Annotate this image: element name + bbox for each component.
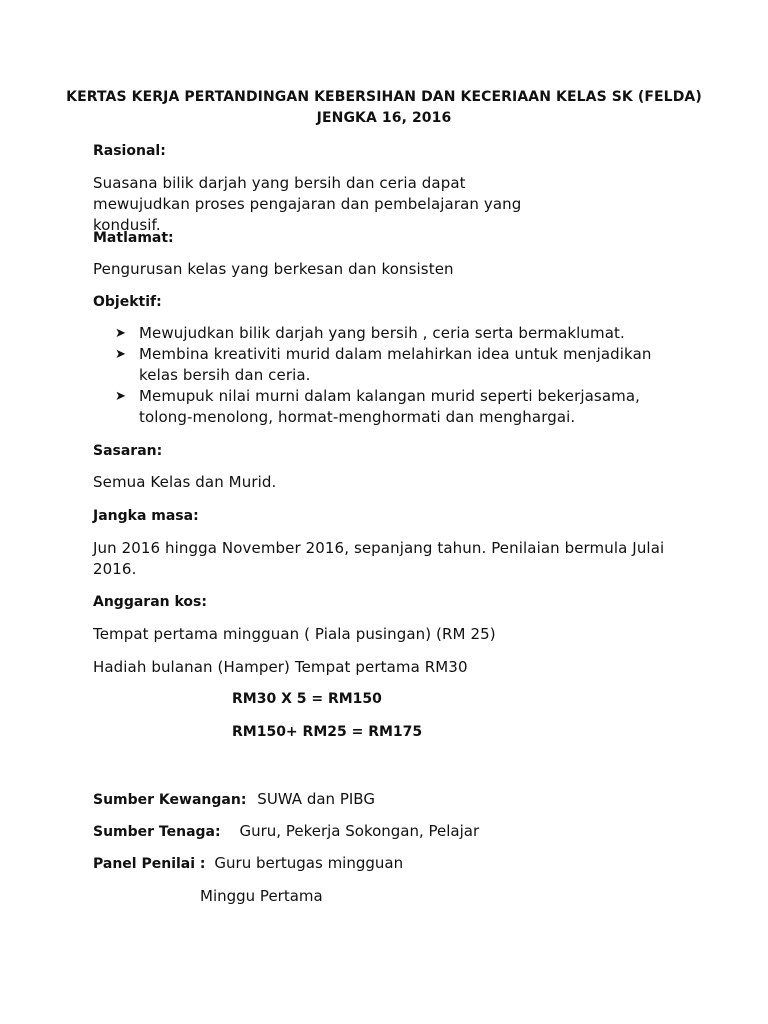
objektif-label: Objektif:	[93, 294, 162, 310]
sasaran-label: Sasaran:	[93, 443, 163, 459]
rasional-label: Rasional:	[93, 143, 166, 159]
anggaran-kos-calc2: RM150+ RM25 = RM175	[232, 724, 423, 740]
jangka-masa-label: Jangka masa:	[93, 508, 199, 524]
sumber-tenaga-label: Sumber Tenaga:	[93, 824, 221, 840]
document-title-line2: JENGKA 16, 2016	[316, 110, 452, 126]
sumber-tenaga-text: Guru, Pekerja Sokongan, Pelajar	[239, 822, 480, 840]
matlamat-text: Pengurusan kelas yang berkesan dan konsisten	[93, 260, 454, 278]
panel-penilai-label: Panel Penilai :	[93, 856, 206, 872]
arrowhead-bullet-icon: ➤	[115, 326, 126, 341]
list-item	[115, 386, 675, 428]
sumber-kewangan-row	[93, 789, 375, 810]
jangka-masa-text: Jun 2016 hingga November 2016, sepanjang tahun. Penilaian bermula Julai 2016.	[93, 539, 665, 578]
anggaran-kos-line2: Hadiah bulanan (Hamper) Tempat pertama RM30	[93, 658, 468, 676]
document-title-line1: KERTAS KERJA PERTANDINGAN KEBERSIHAN DAN KECERIAAN KELAS SK (FELDA)	[66, 89, 702, 105]
arrowhead-bullet-icon: ➤	[115, 389, 126, 404]
sumber-tenaga-row	[93, 821, 479, 842]
objektif-item-text: Membina kreativiti murid dalam melahirkan idea untuk menjadikan kelas bersih dan ceria.	[139, 345, 652, 384]
arrowhead-bullet-icon: ➤	[115, 347, 126, 362]
matlamat-label: Matlamat:	[93, 230, 174, 246]
list-item	[115, 323, 675, 344]
anggaran-kos-label: Anggaran kos:	[93, 594, 207, 610]
list-item	[115, 344, 675, 386]
panel-penilai-sub: Minggu Pertama	[200, 887, 323, 905]
anggaran-kos-calc1: RM30 X 5 = RM150	[232, 691, 382, 707]
anggaran-kos-line1: Tempat pertama mingguan ( Piala pusingan) (RM 25)	[93, 625, 496, 643]
rasional-text: Suasana bilik darjah yang bersih dan ceria dapat mewujudkan proses pengajaran dan pembelajaran yang kondusif.	[93, 174, 522, 234]
objektif-item-text: Mewujudkan bilik darjah yang bersih , ceria serta bermaklumat.	[139, 324, 625, 342]
objektif-list	[115, 323, 675, 428]
sasaran-text: Semua Kelas dan Murid.	[93, 473, 277, 491]
objektif-item-text: Memupuk nilai murni dalam kalangan murid seperti bekerjasama, tolong-menolong, hormat-menghormati dan menghargai.	[139, 387, 640, 426]
sumber-kewangan-label: Sumber Kewangan:	[93, 792, 247, 808]
panel-penilai-text: Guru bertugas mingguan	[214, 854, 404, 872]
sumber-kewangan-text: SUWA dan PIBG	[257, 790, 375, 808]
panel-penilai-row	[93, 853, 403, 874]
